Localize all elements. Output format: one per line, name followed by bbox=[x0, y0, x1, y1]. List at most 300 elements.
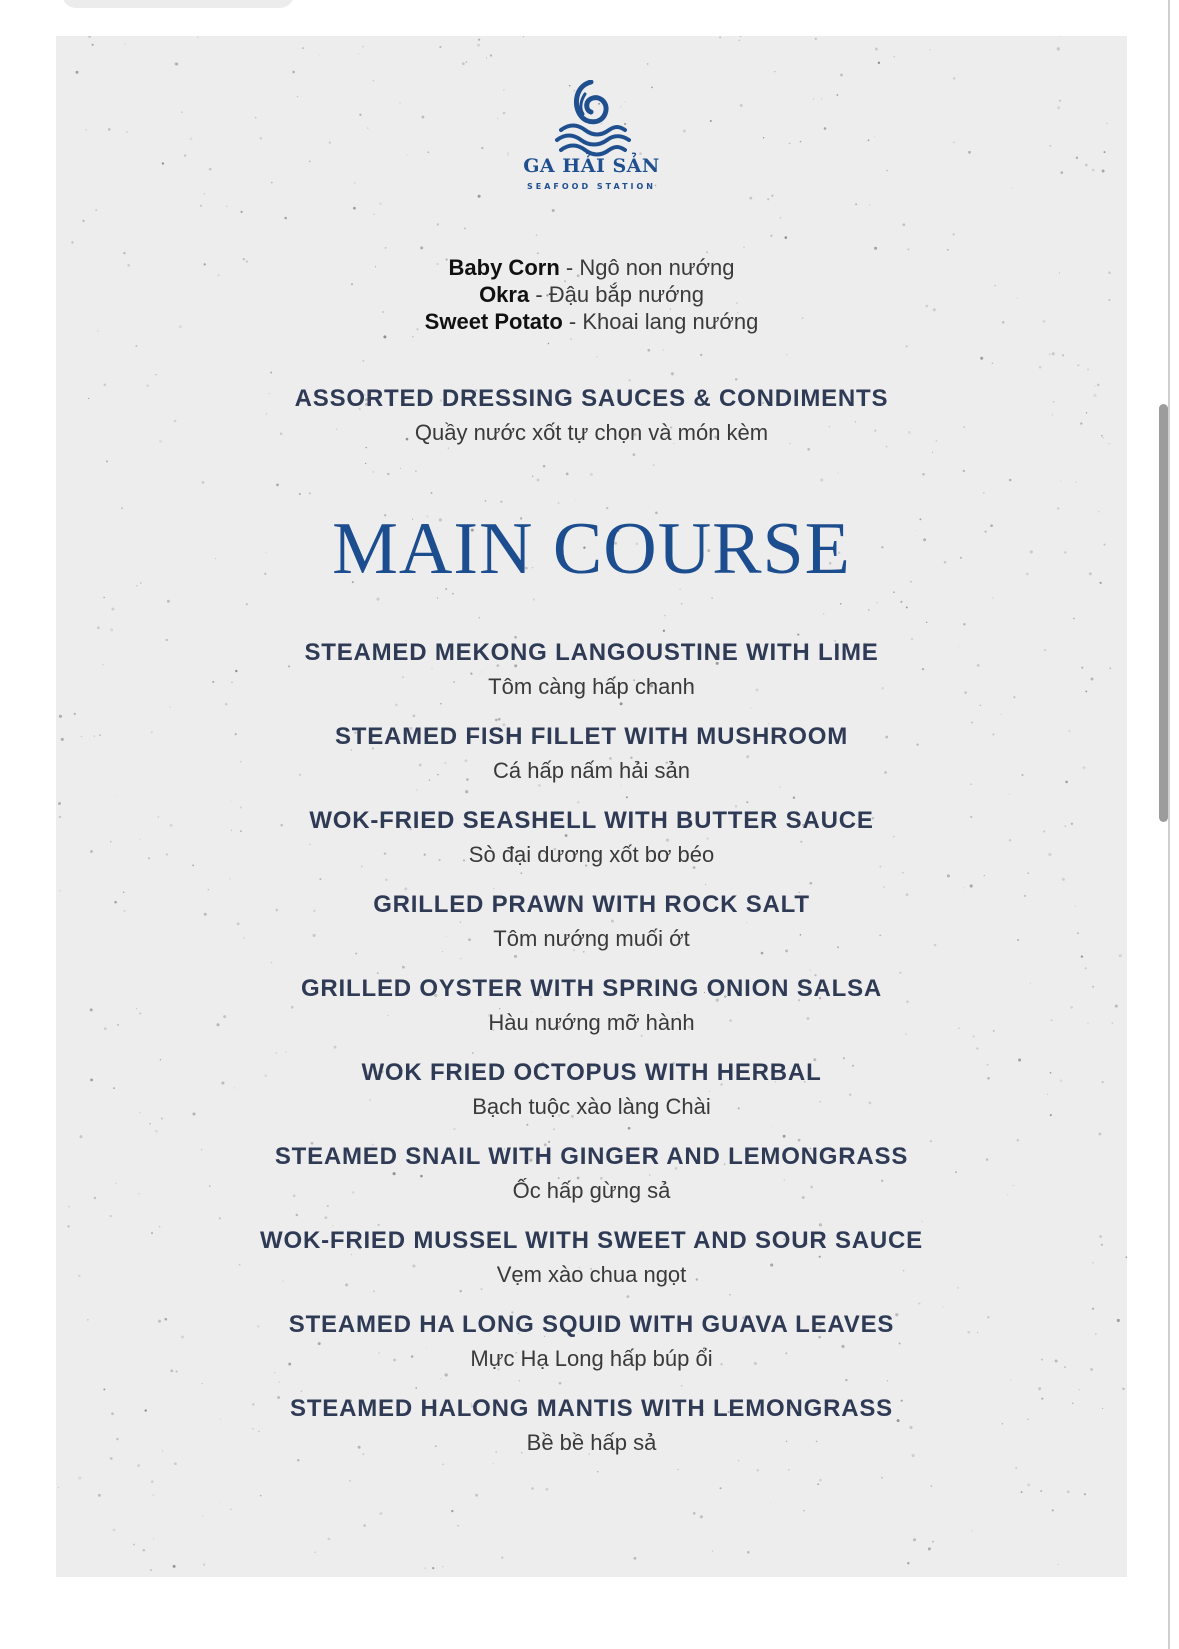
paper-speck bbox=[230, 878, 231, 879]
paper-speck bbox=[358, 53, 359, 54]
paper-speck bbox=[495, 719, 498, 722]
paper-speck bbox=[980, 357, 983, 360]
paper-speck bbox=[976, 1047, 978, 1049]
paper-speck bbox=[442, 1464, 444, 1466]
vegetable-item bbox=[56, 255, 1127, 281]
paper-speck bbox=[155, 374, 156, 375]
paper-speck bbox=[1057, 47, 1060, 50]
dish-name: GRILLED PRAWN WITH ROCK SALT bbox=[373, 891, 810, 918]
paper-speck bbox=[983, 492, 985, 494]
paper-speck bbox=[431, 668, 432, 669]
paper-speck bbox=[710, 120, 712, 122]
paper-speck bbox=[349, 1480, 351, 1482]
paper-speck bbox=[928, 1547, 931, 1550]
paper-speck bbox=[577, 801, 580, 804]
paper-speck bbox=[88, 36, 91, 38]
paper-speck bbox=[953, 233, 955, 235]
paper-speck bbox=[620, 702, 623, 705]
paper-speck bbox=[270, 372, 272, 374]
paper-speck bbox=[740, 104, 743, 107]
paper-speck bbox=[1052, 1509, 1054, 1511]
paper-speck bbox=[328, 1538, 331, 1541]
paper-speck bbox=[881, 1477, 883, 1479]
paper-speck bbox=[477, 44, 480, 47]
paper-speck bbox=[58, 802, 61, 805]
paper-speck bbox=[365, 447, 366, 448]
paper-speck bbox=[395, 704, 398, 707]
paper-speck bbox=[899, 972, 901, 974]
paper-speck bbox=[1021, 1491, 1023, 1493]
paper-speck bbox=[1115, 1005, 1118, 1008]
paper-speck bbox=[377, 972, 379, 974]
paper-speck bbox=[1038, 1387, 1041, 1390]
paper-speck bbox=[1075, 481, 1076, 482]
paper-speck bbox=[519, 1380, 520, 1381]
paper-speck bbox=[1049, 353, 1051, 355]
paper-speck bbox=[445, 1373, 448, 1376]
paper-speck bbox=[772, 1126, 773, 1127]
dish-name: STEAMED FISH FILLET WITH MUSHROOM bbox=[334, 723, 849, 750]
paper-speck bbox=[1027, 1483, 1030, 1486]
paper-speck bbox=[475, 1494, 478, 1497]
paper-speck bbox=[926, 622, 927, 623]
paper-speck bbox=[807, 448, 810, 451]
paper-speck bbox=[874, 136, 875, 137]
paper-speck bbox=[1119, 954, 1122, 957]
paper-speck bbox=[970, 884, 973, 887]
paper-speck bbox=[379, 1512, 382, 1515]
paper-speck bbox=[837, 94, 839, 96]
paper-speck bbox=[460, 922, 461, 923]
paper-speck bbox=[297, 1459, 299, 1461]
paper-speck bbox=[709, 1091, 710, 1092]
paper-speck bbox=[241, 211, 243, 213]
paper-speck bbox=[918, 1303, 920, 1305]
paper-speck bbox=[363, 1524, 366, 1527]
vegetable-en: Okra bbox=[479, 282, 530, 307]
paper-speck bbox=[907, 248, 909, 250]
separator: - bbox=[529, 282, 549, 307]
paper-speck bbox=[909, 1426, 912, 1429]
paper-speck bbox=[1039, 366, 1042, 369]
paper-speck bbox=[711, 597, 713, 599]
paper-speck bbox=[922, 473, 925, 476]
paper-speck bbox=[460, 958, 462, 960]
paper-speck bbox=[133, 1544, 135, 1546]
dish-name: STEAMED MEKONG LANGOUSTINE WITH LIME bbox=[304, 639, 879, 666]
paper-speck bbox=[137, 1464, 140, 1467]
paper-speck bbox=[327, 1205, 329, 1207]
paper-speck bbox=[596, 356, 598, 358]
dish-name: WOK FRIED OCTOPUS WITH HERBAL bbox=[361, 1059, 822, 1086]
paper-speck bbox=[424, 1567, 426, 1569]
paper-speck bbox=[845, 1379, 847, 1381]
paper-speck bbox=[152, 1494, 154, 1496]
paper-speck bbox=[874, 247, 877, 250]
paper-speck bbox=[905, 345, 907, 347]
paper-speck bbox=[365, 463, 366, 464]
paper-speck bbox=[712, 1550, 713, 1551]
paper-speck bbox=[793, 796, 795, 798]
paper-speck bbox=[493, 1463, 494, 1464]
paper-speck bbox=[1040, 1490, 1042, 1492]
paper-speck bbox=[1122, 1387, 1125, 1390]
dish-name: WOK-FRIED MUSSEL WITH SWEET AND SOUR SAUCE bbox=[260, 1227, 923, 1254]
brand-tagline: SEAFOOD STATION bbox=[526, 182, 656, 191]
vegetable-en: Baby Corn bbox=[448, 255, 560, 280]
paper-speck bbox=[97, 626, 100, 629]
paper-speck bbox=[108, 128, 111, 131]
paper-speck bbox=[498, 718, 501, 721]
paper-speck bbox=[779, 786, 781, 788]
paper-speck bbox=[868, 609, 870, 611]
paper-speck bbox=[968, 151, 971, 154]
paper-speck bbox=[729, 1294, 731, 1296]
paper-speck bbox=[373, 80, 374, 81]
paper-speck bbox=[318, 1342, 321, 1345]
paper-speck bbox=[761, 952, 764, 955]
paper-speck bbox=[786, 354, 788, 356]
paper-speck bbox=[440, 1378, 441, 1379]
paper-speck bbox=[220, 1502, 221, 1503]
paper-speck bbox=[378, 1224, 380, 1226]
dish-vn: Vẹm xào chua ngọt bbox=[496, 1262, 687, 1287]
scrollbar-thumb[interactable] bbox=[1159, 404, 1168, 822]
paper-speck bbox=[200, 205, 202, 207]
main-course-title: MAIN COURSE bbox=[332, 508, 851, 590]
paper-speck bbox=[478, 39, 480, 41]
paper-speck bbox=[746, 801, 748, 803]
paper-speck bbox=[103, 1388, 105, 1390]
vegetable-item bbox=[56, 282, 1127, 308]
paper-speck bbox=[840, 74, 843, 77]
paper-speck bbox=[202, 1383, 203, 1384]
paper-speck bbox=[448, 447, 449, 448]
paper-speck bbox=[1009, 479, 1012, 482]
paper-speck bbox=[559, 1382, 562, 1385]
paper-speck bbox=[428, 151, 430, 153]
paper-speck bbox=[763, 137, 764, 138]
paper-speck bbox=[420, 246, 423, 249]
paper-speck bbox=[291, 1006, 294, 1009]
paper-speck bbox=[537, 479, 540, 482]
paper-speck bbox=[497, 118, 498, 119]
paper-speck bbox=[482, 671, 483, 672]
paper-speck bbox=[548, 343, 550, 345]
brand-name: GA HẢI SẢN bbox=[523, 155, 660, 177]
paper-speck bbox=[553, 1128, 555, 1130]
paper-speck bbox=[297, 96, 298, 97]
paper-speck bbox=[809, 882, 812, 885]
paper-speck bbox=[756, 1469, 759, 1472]
paper-speck bbox=[1057, 1564, 1058, 1565]
paper-speck bbox=[719, 36, 721, 38]
paper-speck bbox=[514, 955, 517, 958]
paper-speck bbox=[459, 1290, 462, 1293]
paper-speck bbox=[400, 468, 401, 469]
paper-speck bbox=[478, 617, 480, 619]
paper-speck bbox=[1087, 368, 1089, 370]
paper-speck bbox=[947, 874, 950, 877]
paper-speck bbox=[886, 446, 888, 448]
dish-name: GRILLED OYSTER WITH SPRING ONION SALSA bbox=[300, 975, 883, 1002]
paper-speck bbox=[749, 197, 752, 200]
paper-speck bbox=[362, 360, 364, 362]
paper-speck bbox=[1062, 354, 1064, 356]
paper-speck bbox=[877, 602, 878, 603]
paper-speck bbox=[900, 601, 902, 603]
paper-speck bbox=[74, 713, 76, 715]
paper-speck bbox=[677, 1469, 678, 1470]
paper-speck bbox=[620, 785, 621, 786]
paper-speck bbox=[545, 1488, 548, 1491]
paper-speck bbox=[173, 1565, 176, 1568]
paper-speck bbox=[633, 1557, 636, 1560]
paper-speck bbox=[899, 1343, 901, 1345]
paper-speck bbox=[260, 137, 263, 140]
dish-vn: Bề bề hấp sả bbox=[526, 1430, 657, 1455]
paper-speck bbox=[404, 887, 407, 890]
paper-speck bbox=[260, 1495, 262, 1497]
paper-speck bbox=[59, 715, 62, 718]
paper-speck bbox=[1073, 618, 1075, 620]
dish-vn: Cá hấp nấm hải sản bbox=[493, 758, 690, 783]
paper-speck bbox=[437, 598, 438, 599]
paper-speck bbox=[1081, 955, 1083, 957]
paper-speck bbox=[739, 40, 741, 42]
paper-speck bbox=[480, 1288, 482, 1290]
dish-name: STEAMED HALONG MANTIS WITH LEMONGRASS bbox=[290, 1395, 893, 1422]
paper-speck bbox=[437, 223, 439, 225]
paper-speck bbox=[266, 413, 268, 415]
paper-speck bbox=[984, 875, 985, 876]
dish-vn: Bạch tuộc xào làng Chài bbox=[472, 1094, 711, 1119]
paper-speck bbox=[526, 1124, 528, 1126]
paper-speck bbox=[299, 493, 301, 495]
paper-speck bbox=[421, 116, 424, 119]
paper-speck bbox=[153, 1538, 154, 1539]
paper-speck bbox=[78, 1477, 81, 1480]
paper-speck bbox=[376, 598, 379, 601]
paper-speck bbox=[820, 479, 823, 482]
paper-speck bbox=[771, 195, 773, 197]
paper-speck bbox=[464, 228, 466, 230]
paper-speck bbox=[913, 1538, 916, 1541]
paper-speck bbox=[225, 703, 227, 705]
paper-speck bbox=[942, 1306, 943, 1307]
paper-speck bbox=[538, 784, 541, 787]
paper-speck bbox=[319, 55, 320, 56]
paper-speck bbox=[507, 153, 508, 154]
paper-speck bbox=[416, 789, 417, 790]
vegetable-vn: Đậu bắp nướng bbox=[548, 282, 704, 307]
paper-speck bbox=[302, 47, 304, 49]
paper-speck bbox=[334, 1046, 337, 1049]
dish-vn: Mực Hạ Long hấp búp ổi bbox=[470, 1346, 713, 1371]
paper-speck bbox=[373, 213, 375, 215]
paper-speck bbox=[1059, 99, 1061, 101]
paper-speck bbox=[1052, 414, 1053, 415]
paper-speck bbox=[536, 234, 538, 236]
paper-speck bbox=[992, 362, 994, 364]
paper-speck bbox=[355, 953, 357, 955]
paper-speck bbox=[246, 603, 248, 605]
paper-speck bbox=[276, 484, 279, 487]
dish-name: STEAMED SNAIL WITH GINGER AND LEMONGRASS bbox=[274, 1143, 909, 1170]
paper-speck bbox=[237, 923, 240, 926]
paper-speck bbox=[1060, 481, 1061, 482]
paper-speck bbox=[1015, 1467, 1017, 1469]
paper-speck bbox=[887, 1380, 888, 1381]
paper-speck bbox=[465, 790, 468, 793]
paper-speck bbox=[362, 46, 363, 47]
paper-speck bbox=[964, 887, 965, 888]
paper-speck bbox=[1000, 714, 1001, 715]
paper-speck bbox=[203, 1564, 205, 1566]
paper-speck bbox=[387, 473, 389, 475]
paper-speck bbox=[788, 1469, 790, 1471]
paper-speck bbox=[106, 460, 108, 462]
paper-speck bbox=[803, 1510, 805, 1512]
paper-speck bbox=[575, 499, 576, 500]
paper-speck bbox=[783, 1135, 786, 1138]
paper-speck bbox=[797, 634, 799, 636]
paper-speck bbox=[532, 476, 533, 477]
paper-speck bbox=[1098, 1132, 1101, 1135]
paper-speck bbox=[466, 61, 468, 63]
paper-speck bbox=[292, 71, 295, 74]
paper-speck bbox=[309, 492, 311, 494]
paper-speck bbox=[167, 600, 170, 603]
paper-speck bbox=[746, 922, 747, 923]
paper-speck bbox=[664, 615, 666, 617]
paper-speck bbox=[1002, 1423, 1003, 1424]
paper-speck bbox=[570, 338, 572, 340]
paper-speck bbox=[82, 220, 84, 222]
paper-speck bbox=[1062, 878, 1065, 881]
paper-speck bbox=[647, 63, 649, 65]
paper-speck bbox=[963, 470, 965, 472]
paper-speck bbox=[79, 1135, 82, 1138]
paper-speck bbox=[683, 130, 686, 133]
paper-speck bbox=[671, 372, 674, 375]
paper-speck bbox=[329, 141, 331, 143]
paper-speck bbox=[226, 206, 228, 208]
paper-speck bbox=[813, 99, 814, 100]
paper-speck bbox=[627, 1295, 630, 1298]
paper-speck bbox=[457, 1525, 458, 1526]
paper-speck bbox=[442, 1566, 444, 1568]
paper-speck bbox=[893, 836, 895, 838]
paper-speck bbox=[412, 336, 414, 338]
paper-speck bbox=[931, 1485, 933, 1487]
vegetable-vn: Ngô non nướng bbox=[579, 255, 735, 280]
menu-page bbox=[56, 36, 1127, 1577]
paper-speck bbox=[68, 1206, 70, 1208]
paper-speck bbox=[922, 1221, 923, 1222]
paper-speck bbox=[558, 502, 560, 504]
dish-vn: Ốc hấp gừng sả bbox=[512, 1178, 671, 1203]
condiments-title: ASSORTED DRESSING SAUCES & CONDIMENTS bbox=[294, 385, 889, 412]
paper-speck bbox=[181, 111, 183, 113]
paper-speck bbox=[823, 613, 825, 615]
paper-speck bbox=[798, 1139, 801, 1142]
paper-speck bbox=[566, 473, 569, 476]
paper-speck bbox=[140, 839, 141, 840]
separator: - bbox=[559, 255, 580, 280]
paper-speck bbox=[705, 884, 706, 885]
paper-speck bbox=[393, 1172, 396, 1175]
vegetable-vn: Khoai lang nướng bbox=[582, 309, 759, 334]
paper-speck bbox=[784, 236, 787, 239]
paper-speck bbox=[98, 1494, 101, 1497]
paper-speck bbox=[174, 1462, 177, 1465]
paper-speck bbox=[219, 1217, 221, 1219]
paper-speck bbox=[693, 1512, 696, 1515]
paper-speck bbox=[706, 837, 709, 840]
paper-speck bbox=[750, 707, 752, 709]
paper-speck bbox=[430, 492, 432, 494]
paper-speck bbox=[315, 1552, 316, 1553]
paper-speck bbox=[230, 801, 231, 802]
paper-speck bbox=[451, 1510, 453, 1512]
paper-speck bbox=[720, 1487, 722, 1489]
paper-speck bbox=[1052, 352, 1055, 355]
paper-speck bbox=[143, 1549, 145, 1551]
paper-speck bbox=[789, 143, 791, 145]
paper-speck bbox=[111, 608, 114, 611]
paper-speck bbox=[353, 207, 356, 210]
paper-speck bbox=[953, 141, 955, 143]
paper-speck bbox=[452, 593, 454, 595]
paper-speck bbox=[278, 1381, 280, 1383]
paper-speck bbox=[837, 472, 839, 474]
paper-speck bbox=[113, 1529, 116, 1532]
paper-speck bbox=[824, 127, 827, 130]
paper-speck bbox=[774, 71, 776, 73]
vegetable-en: Sweet Potato bbox=[424, 309, 563, 334]
paper-speck bbox=[110, 628, 113, 631]
paper-speck bbox=[971, 1530, 972, 1531]
paper-speck bbox=[906, 606, 908, 608]
paper-speck bbox=[197, 36, 199, 38]
paper-speck bbox=[681, 603, 683, 605]
paper-speck bbox=[628, 1127, 631, 1130]
paper-speck bbox=[485, 500, 487, 502]
paper-speck bbox=[255, 117, 257, 119]
paper-speck bbox=[415, 1387, 416, 1388]
paper-speck bbox=[319, 878, 321, 880]
paper-speck bbox=[493, 888, 494, 889]
paper-speck bbox=[1126, 1256, 1127, 1258]
paper-speck bbox=[385, 247, 387, 249]
paper-speck bbox=[767, 198, 769, 200]
paper-speck bbox=[149, 1123, 151, 1125]
paper-speck bbox=[501, 1557, 503, 1559]
paper-speck bbox=[700, 1515, 703, 1518]
paper-speck bbox=[284, 217, 287, 220]
dish-vn: Tôm càng hấp chanh bbox=[488, 674, 695, 699]
paper-speck bbox=[135, 345, 137, 347]
paper-speck bbox=[552, 209, 555, 212]
paper-speck bbox=[1049, 145, 1051, 147]
paper-speck bbox=[590, 473, 593, 476]
paper-speck bbox=[633, 453, 636, 456]
paper-speck bbox=[58, 1487, 59, 1488]
condiments-subtitle: Quầy nước xốt tự chọn và món kèm bbox=[414, 420, 769, 445]
paper-speck bbox=[1109, 667, 1111, 669]
paper-speck bbox=[819, 1479, 822, 1482]
